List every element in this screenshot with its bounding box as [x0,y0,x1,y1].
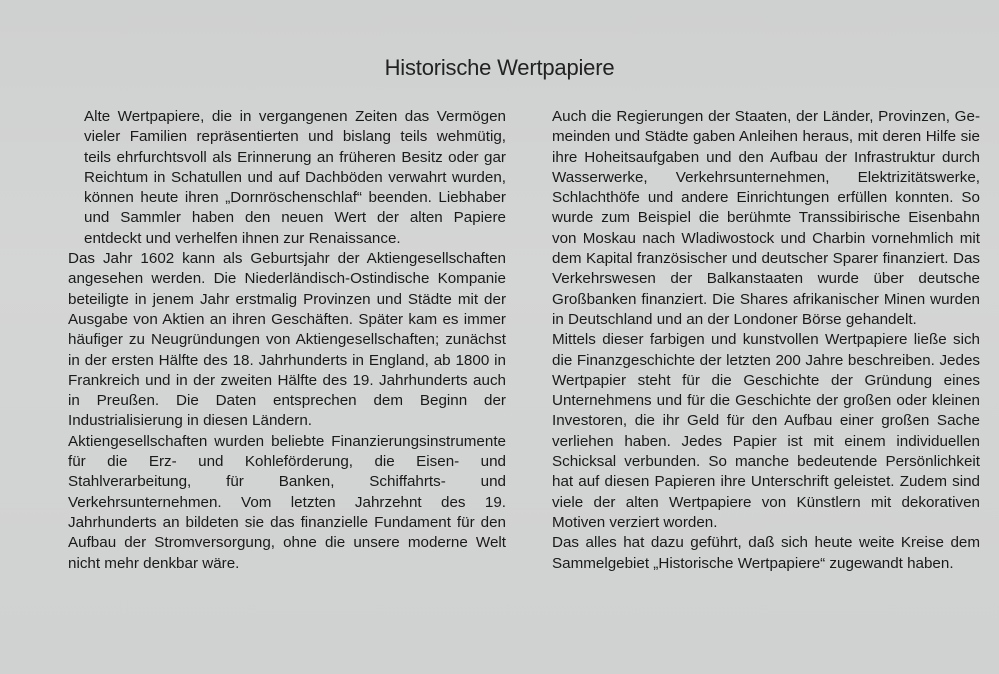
paragraph-intro: Alte Wertpapiere, die in vergangenen Zeiten das Vermögen vieler Familien repräsentierten und bislang teils wehmütig, teils ehrfurchtsvoll als Erinnerung an früheren Besitz oder gar Reichtum in Schatullen und auf Dachböden verwahrt wurden, können heute ihren „Dornröschenschlaf“ beenden. Liebhaber und Sammler haben den neuen Wert der alten Papiere entdeckt und verhelfen ihnen zur Renaissance. [84,108,506,247]
left-text-column [68,107,506,574]
paragraph-history-1602: Das Jahr 1602 kann als Geburtsjahr der Aktiengesellschaften angesehen werden. Die Niederländisch-Ostindische Kompanie beteiligte in jenem Jahr erstmalig Provinzen und Städte mit der Ausgabe von Aktien an ihren Geschäften. Später kam es immer häufiger zu Neugründungen von Aktiengesellschaften; zunächst in der ersten Hälfte des 18. Jahrhunderts in England, ab 1800 in Frankreich und in der zweiten Hälfte des 19. Jahrhunderts auch in Preußen. Die Daten entsprechen dem Beginn der Industrialisierung in diesen Ländern. [68,250,506,430]
page-title: Historische Wertpapiere [384,55,615,80]
paragraph-collecting-field: Das alles hat dazu geführt, daß sich heute weite Kreise dem Sammelgebiet „Historische Wertpapiere“ zugewandt haben. [552,534,980,572]
paragraph-government-bonds: Auch die Regierungen der Staaten, der Länder, Provinzen, Gemeinden und Städte gaben Anleihen heraus, mit deren Hilfe sie ihre Hoheitsaufgaben und den Aufbau der Infrastruktur durch Wasserwerke, Verkehrsunternehmen, Elektrizitätswerke, Schlachthöfe und andere Einrichtungen erfüllen konnten. So wurde zum Beispiel die berühmte Transsibirische Eisenbahn von Moskau nach Wladiwostock und Charbin vornehmlich mit dem Kapital französischer und deutscher Sparer finanziert. Das Verkehrswesen der Balkanstaaten wurde über deutsche Großbanken finanziert. Die Shares afrikanischer Minen wurden in Deutschland und an der Londoner Börse gehandelt. [552,108,980,328]
paragraph-financial-history: Mittels dieser farbigen und kunstvollen Wertpapiere ließe sich die Finanzgeschichte der letzten 200 Jahre beschreiben. Jedes Wertpapier steht für die Geschichte der Gründung eines Unternehmens und für die Geschichte der großen oder kleinen Investoren, die ihr Geld für den Aufbau einer großen Sache verliehen haben. Jedes Papier ist mit einem individuellen Schicksal verbunden. So manche bedeutende Persönlichkeit hat auf diesen Papieren ihre Unterschrift geleistet. Zudem sind viele der alten Wertpapiere von Künstlern mit dekorativen Motiven verziert worden. [552,331,980,531]
paragraph-financing-instruments: Aktiengesellschaften wurden beliebte Finanzierungsinstrumente für die Erz- und Kohleförderung, die Eisen- und Stahlverarbeitung, für Banken, Schiffahrts- und Verkehrsunternehmen. Vom letzten Jahrzehnt des 19. Jahrhunderts an bildeten sie das finanzielle Fundament für den Aufbau der Stromversorgung, ohne die unsere moderne Welt nicht mehr denkbar wäre. [68,432,506,572]
right-text-column [552,107,980,574]
